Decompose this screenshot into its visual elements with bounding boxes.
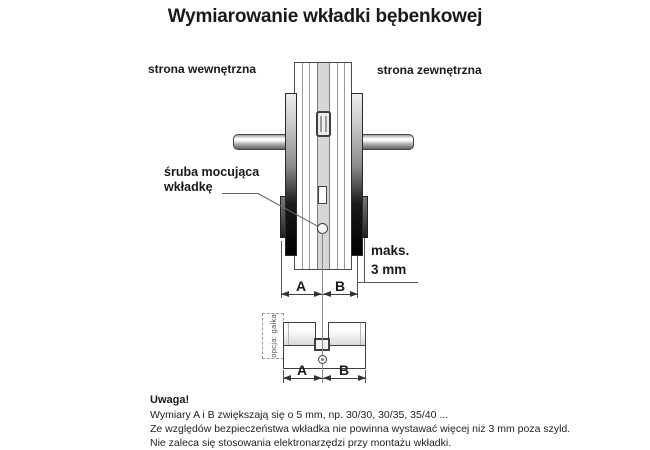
label-outer-side: strona zewnętrzna (377, 63, 482, 77)
door-layer-line (309, 63, 310, 269)
dimension-arrow (350, 291, 358, 297)
dimension-arrow (314, 375, 322, 381)
screw-callout-line1: śruba mocująca (164, 165, 260, 179)
note-line: Wymiary A i B zwiększają się o 5 mm, np. 30/30, 30/35, 35/40 ... (150, 409, 449, 421)
dimension-arrow (281, 291, 289, 297)
dimension-arrow (283, 375, 291, 381)
dimension-arrow (358, 375, 366, 381)
note-body (150, 408, 620, 450)
note-heading: Uwaga! (150, 394, 190, 406)
note-line: Nie zaleca się stosowania elektronarzędzi przy montażu wkładki. (150, 437, 452, 449)
knob-option-box (262, 313, 284, 359)
max-protrusion-line1: maks. (371, 243, 410, 258)
screw-callout-line2: wkładkę (164, 180, 213, 194)
dimension-arrow (314, 291, 322, 297)
door-layer-line (337, 63, 338, 269)
cam-detail (316, 111, 331, 137)
note-line: Ze względów bezpieczeństwa wkładka nie powinna wystawać więcej niż 3 mm poza szyld. (150, 423, 571, 435)
max-protrusion-line2: 3 mm (371, 262, 407, 277)
door-layer-line (302, 63, 303, 269)
screw-hole-dot (321, 358, 324, 361)
extension-line-left (281, 241, 282, 298)
max-protrusion-label (371, 241, 409, 279)
max-protrusion-leader-line (357, 282, 418, 283)
barrel-end-line-left (288, 323, 289, 345)
dimension-label-b-lower: B (338, 362, 350, 378)
spindle-rod-right (362, 134, 414, 150)
cam-detail-inner (320, 116, 327, 132)
knob-option-label: opcja: gałka (268, 314, 278, 358)
screw-channel (318, 186, 327, 204)
spindle-rod-left (233, 134, 286, 150)
dimension-label-a-lower: A (296, 362, 308, 378)
door-layer-line (344, 63, 345, 269)
dimension-label-b-upper: B (334, 278, 346, 294)
screw-callout-label (164, 165, 259, 195)
barrel-end-line-right (360, 323, 361, 345)
escutcheon-plate-right (351, 93, 363, 256)
dimension-label-a-upper: A (295, 278, 307, 294)
label-inner-side: strona wewnętrzna (148, 62, 257, 76)
max-protrusion-extension-line (364, 238, 365, 283)
cylinder-channel (317, 63, 330, 269)
dimension-arrow (323, 375, 331, 381)
dimension-arrow (323, 291, 331, 297)
page-title: Wymiarowanie wkładki bębenkowej (167, 6, 483, 27)
escutcheon-plate-left (285, 93, 297, 256)
